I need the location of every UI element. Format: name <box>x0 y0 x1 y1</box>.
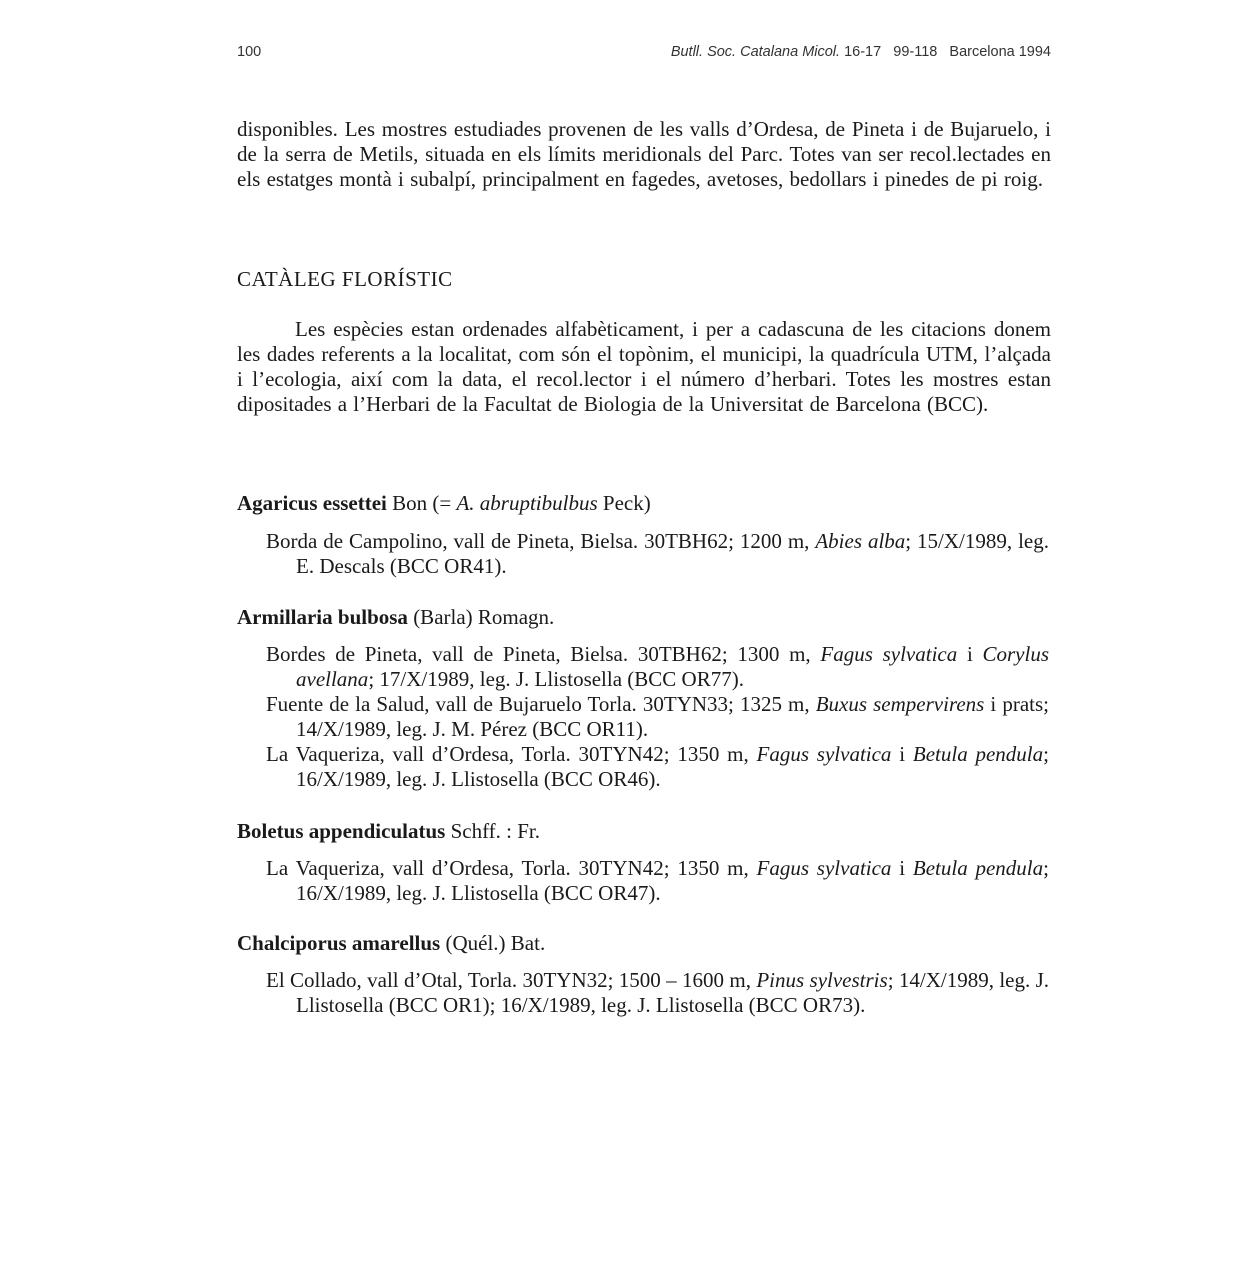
record-entry <box>266 856 1049 906</box>
record-text: ; 16/X/1989, leg. J. Llistosella (BCC OR46). <box>296 742 1049 791</box>
record-entry <box>266 692 1049 742</box>
species-author: Bon (= <box>386 491 457 515</box>
section-title: CATÀLEG FLORÍSTIC <box>237 267 453 291</box>
species-heading <box>237 931 545 956</box>
record-text: i <box>891 742 913 766</box>
section-paragraph: Les espècies estan ordenades alfabèticament, i per a cadascuna de les citacions donem les dades referents a la localitat, com són el topònim, el municipi, la quadrícula UTM, l’alçada i l’ecologia, així com la data, el recol.lector i el número d’herbari. Totes les mostres estan dipositades a l’Herbari de la Facultat de Biologia de la Universitat de Barcelona (BCC). <box>237 317 1051 416</box>
record-host: Fagus sylvatica <box>820 642 958 666</box>
running-header <box>237 44 1053 68</box>
record-text: i <box>891 856 913 880</box>
record-host: Fagus sylvatica <box>756 742 892 766</box>
record-host: Abies alba <box>815 529 906 553</box>
record-text: Borda de Campolino, vall de Pineta, Bielsa. 30TBH62; 1200 m, <box>266 529 816 553</box>
record-text: ; 14/X/1989, leg. J. Llistosella (BCC OR1); 16/X/1989, leg. J. Llistosella (BCC OR73). <box>296 968 1050 1017</box>
journal-name: Butll. Soc. Catalana Micol. <box>670 44 841 60</box>
section-block <box>237 317 1051 417</box>
intro-block <box>237 117 1051 192</box>
species-heading <box>237 819 540 844</box>
record-text: i <box>957 642 983 666</box>
record-host: Betula pendula <box>912 742 1044 766</box>
species-author: (Barla) Romagn. <box>407 605 555 629</box>
record-text: La Vaqueriza, vall d’Ordesa, Torla. 30TYN42; 1350 m, <box>266 742 757 766</box>
record-text: ; 17/X/1989, leg. J. Llistosella (BCC OR77). <box>368 667 744 691</box>
record-entry <box>266 968 1049 1018</box>
species-name: Chalciporus amarellus <box>237 931 441 955</box>
species-name: Agaricus essettei <box>237 491 387 515</box>
species-heading <box>237 605 554 630</box>
journal-citation <box>671 44 1051 60</box>
record-text: El Collado, vall d’Otal, Torla. 30TYN32; 1500 – 1600 m, <box>266 968 757 992</box>
species-name: Boletus appendiculatus <box>237 819 446 843</box>
record-entry <box>266 742 1049 792</box>
record-host: Buxus sempervirens <box>815 692 985 716</box>
record-host: Corylus avellana <box>296 642 1050 691</box>
page-number: 100 <box>237 44 262 60</box>
record-host: Fagus sylvatica <box>756 856 892 880</box>
record-host: Betula pendula <box>912 856 1044 880</box>
record-entry <box>266 642 1049 692</box>
species-synonym-author: Peck) <box>597 491 651 515</box>
record-text: Fuente de la Salud, vall de Bujaruelo Torla. 30TYN33; 1325 m, <box>266 692 816 716</box>
record-text: Bordes de Pineta, vall de Pineta, Bielsa. 30TBH62; 1300 m, <box>266 642 821 666</box>
volume-pages: 16-17 99-118 Barcelona 1994 <box>840 44 1051 60</box>
intro-paragraph: disponibles. Les mostres estudiades provenen de les valls d’Ordesa, de Pineta i de Bujaruelo, i de la serra de Metils, situada en els límits meridionals del Parc. Totes van ser recol.lectades en els estatges montà i subalpí, principalment en fagedes, avetoses, bedollars i pinedes de pi roig. <box>237 117 1051 191</box>
species-author: (Quél.) Bat. <box>440 931 546 955</box>
record-text: ; 16/X/1989, leg. J. Llistosella (BCC OR47). <box>296 856 1049 905</box>
record-text: ; 15/X/1989, leg. E. Descals (BCC OR41). <box>296 529 1049 578</box>
species-synonym: A. abruptibulbus <box>456 491 598 515</box>
record-host: Pinus sylvestris <box>756 968 888 992</box>
species-name: Armillaria bulbosa <box>237 605 408 629</box>
species-author: Schff. : Fr. <box>445 819 541 843</box>
record-text: i prats; 14/X/1989, leg. J. M. Pérez (BCC OR11). <box>296 692 1050 741</box>
record-text: La Vaqueriza, vall d’Ordesa, Torla. 30TYN42; 1350 m, <box>266 856 757 880</box>
record-entry <box>266 529 1049 579</box>
species-heading <box>237 491 651 516</box>
